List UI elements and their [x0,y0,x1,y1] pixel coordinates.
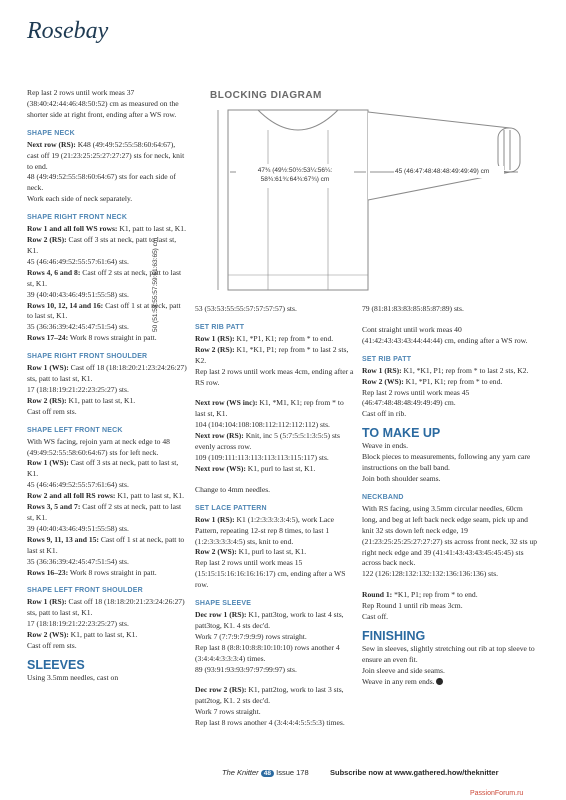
instruction-line: Row 2 (WS): K1, purl to last st, K1. [195,547,307,557]
instruction-line: Rep last 8 rows another 4 (3:4:4:4:5:5:5:3) times. [195,718,345,728]
instruction-line: 35 (36:36:39:42:45:47:51:54) sts. [27,322,129,332]
instruction-line: Cast off. [362,612,389,622]
instruction-line: Next row (WS): K1, purl to last st, K1. [195,463,316,473]
heading-set-rib-patt: SET RIB PATT [195,323,245,331]
instruction-line: Row 1 (RS): Cast off 18 (18:18:20:21:23:24:26:27) sts, patt to last st, K1. [27,597,185,618]
instruction-line: Rows 10, 12, 14 and 16: Cast off 1 st at neck, patt to last st, K1. [27,300,181,321]
width-label-1: 47¾ (49½:50½:53¼:56¼: [257,167,333,174]
width-label-2: 58¾:61¾:64¾:67¾) cm [260,176,330,183]
instruction-line: Rows 9, 11, 13 and 15: Cast off 1 st at neck, patt to last st K1. [27,534,185,555]
heading-finishing: FINISHING [362,628,426,643]
instruction-line: Rows 4, 6 and 8: Cast off 2 sts at neck, patt to last st, K1. [27,267,182,288]
instruction-line: Cont straight until work meas 40 (41:42:43:43:43:44:44:44) cm, ending after a WS row. [362,324,528,345]
instruction-line: 89 (93:91:93:93:97:97:99:97) sts. [195,664,297,674]
instruction-line: Cast off rem sts. [27,406,77,416]
instruction-line: Work each side of neck separately. [27,194,133,204]
instruction-line: Row 1 (RS): K1, *P1, K1; rep from * to end. [195,333,334,343]
instruction-line: Dec row 1 (RS): K1, patt3tog, work to last 4 sts, patt3tog, K1. 4 sts dec'd. [195,610,344,630]
watermark: PassionForum.ru [470,790,524,797]
instruction-line: Row 1 (RS): K1, *K1, P1; rep from * to last 2 sts, K2. [362,365,529,375]
instruction-line: Work 7 rows straight. [195,707,261,717]
instruction-line: Row 2 (RS): K1, *K1, P1; rep from * to last 2 sts, K2. [195,344,349,365]
instruction-line: Rows 17–24: Work 8 rows straight in patt. [27,333,157,343]
instruction-line: Row 1 (WS): Cast off 3 sts at neck, patt to last st, K1. [27,458,179,479]
instruction-line: 109 (109:111:113:113:113:113:115:117) sts. [195,452,329,462]
intro-text: Rep last 2 rows until work meas 37 (38:40:42:44:46:48:50:52) cm as measured on the shorter side at right front, ending after a WS row. [27,88,179,119]
instruction-line: Next row (RS): K48 (49:49:52:55:58:60:64:67), cast off 19 (21:23:25:25:27:27:27) sts for neck, knit to end. [27,139,185,171]
sleeve-length-label: 45 (46:47:48:48:48:49:49:49) cm [395,168,490,175]
heading-set-lace-pattern: SET LACE PATTERN [195,504,267,512]
column-3 [362,304,540,688]
heading-shape-right-front-shoulder: SHAPE RIGHT FRONT SHOULDER [27,353,148,361]
instruction-line: 122 (126:128:132:132:132:136:136:136) sts. [362,569,499,579]
instruction-line: 104 (104:104:108:108:112:112:112:112) sts. [195,420,330,430]
instruction-line: 79 (81:81:83:83:85:85:87:89) sts. [362,304,464,313]
instruction-line: Rep Round 1 until rib meas 3cm. [362,601,463,611]
instruction-line: Block pieces to measurements, following any yarn care instructions on the ball band. [362,452,531,473]
column-2 [195,304,355,729]
instruction-line: Weave in ends. [362,441,408,451]
instruction-line: Row 2 and all foll RS rows: K1, patt to last st, K1. [27,491,185,501]
sleeve-outline [368,112,520,200]
instruction-line: Row 2 (WS): K1, *P1, K1; rep from * to end. [362,376,503,386]
diagram-heading: BLOCKING DIAGRAM [210,90,322,101]
heading-shape-neck: SHAPE NECK [27,129,75,137]
instruction-line: 48 (49:49:52:55:58:60:64:67) sts for each side of neck. [27,172,176,193]
instruction-line: Next row (RS): Knit, inc 5 (5:7:5:5:1:3:5:5) sts evenly across row. [195,431,340,452]
instruction-line: Rep last 2 rows until work meas 4cm, ending after a RS row. [195,366,354,387]
instruction-line: Row 2 (WS): K1, patt to last st, K1. [27,630,138,640]
instruction-line: Cast off rem sts. [27,641,77,651]
instruction-line: Change to 4mm needles. [195,484,271,494]
instruction-line: 39 (40:40:43:46:49:51:55:58) sts. [27,289,129,299]
instruction-line: 17 (18:18:19:21:22:23:25:27) sts. [27,384,129,394]
instruction-line: 35 (36:36:39:42:45:47:51:54) sts. [27,556,129,566]
instruction-line: Rep last 2 rows until work meas 45 (46:47:48:48:48:49:49:49) cm. [362,387,470,408]
end-mark-icon [436,678,443,685]
instruction-line: Row 2 (RS): Cast off 3 sts at neck, patt to last st, K1. [27,235,177,255]
instruction-line: Rep last 2 rows until work meas 15 (15:15:15:16:16:16:16:17) cm, ending after a WS row. [195,558,346,590]
instruction-line: Work 7 (7:7:9:7:9:9:9) rows straight. [195,631,307,641]
instruction-line: Sew in sleeves, slightly stretching out rib at top sleeve to ensure an even fit. [362,643,535,664]
instruction-line: Row 1 (WS): Cast off 18 (18:18:20:21:23:24:26:27) sts, patt to last st, K1. [27,363,187,384]
pattern-title: Rosebay [27,18,109,44]
instruction-line: Next row (WS inc): K1, *M1, K1; rep from * to last st, K1. [195,398,344,419]
column-1 [27,88,187,684]
instruction-line: Round 1: *K1, P1; rep from * to end. [362,590,478,600]
footer [222,768,309,777]
instruction-line: Row 2 (RS): K1, patt to last st, K1. [27,395,136,405]
instruction-line: 39 (40:40:43:46:49:51:55:58) sts. [27,523,129,533]
instruction-line: Dec row 2 (RS): K1, patt2tog, work to last 3 sts, patt2tog, K1. 2 sts dec'd. [195,685,344,706]
width-label [240,166,350,184]
instruction-line: Rep last 8 (8:8:10:8:8:10:10:10) rows another 4 (3:4:4:4:3:3:3:4) times. [195,642,340,663]
heading-set-rib-patt-2: SET RIB PATT [362,355,412,363]
page-number-badge: 48 [261,770,274,777]
magazine-name: The Knitter [222,768,259,777]
subscribe-text: Subscribe now at www.gathered.how/theknitter [330,768,499,777]
instruction-line: 45 (46:46:49:52:55:57:61:64) sts. [27,256,129,266]
heading-neckband: NECKBAND [362,493,404,501]
instruction-line: Rows 16–23: Work 8 rows straight in patt. [27,567,157,577]
instruction-line: Using 3.5mm needles, cast on [27,672,119,682]
instruction-line: Row 1 (RS): K1 (1:2:3:3:3:3:4:5), work Lace Pattern, repeating 12-st rep 8 times, to last 1 (1:2:3:3:3:3:4:5) sts, knit to end. [195,514,334,546]
instruction-line: 53 (53:53:55:55:57:57:57:57) sts. [195,304,297,313]
instruction-line: Rows 3, 5 and 7: Cast off 2 sts at neck, patt to last st, K1. [27,502,182,522]
cuff-outline [498,128,520,172]
blocking-diagram [198,100,548,300]
instruction-line: With WS facing, rejoin yarn at neck edge to 48 (49:49:52:55:58:60:64:67) sts for left neck. [27,436,170,457]
instruction-line: With RS facing, using 3.5mm circular needles, 60cm long, and beg at left back neck edge seam, pick up and knit 32 sts down left neck edge, 19 (21:23:25:25:25:27:27:27) sts across front neck, 32 sts up right neck edge and 39 (41:41:43:43:43:45:45:45) sts across back neck. [362,503,538,568]
instruction-line: Join sleeve and side seams. [362,665,445,675]
height-label: 50 (51:53:55:57:59:61:63:65) cm [152,237,159,332]
heading-to-make-up: TO MAKE UP [362,426,441,441]
issue-number: Issue 178 [276,768,309,777]
instruction-line: Cast off in rib. [362,409,407,419]
heading-shape-sleeve: SHAPE SLEEVE [195,600,252,608]
heading-shape-right-front-neck: SHAPE RIGHT FRONT NECK [27,214,128,222]
body-outline [228,110,368,290]
heading-shape-left-front-shoulder: SHAPE LEFT FRONT SHOULDER [27,587,143,595]
instruction-line: Row 1 and all foll WS rows: K1, patt to last st, K1. [27,224,186,234]
heading-shape-left-front-neck: SHAPE LEFT FRONT NECK [27,426,123,434]
instruction-line: 45 (46:46:49:52:55:57:61:64) sts. [27,480,129,490]
heading-sleeves: SLEEVES [27,657,85,672]
instruction-line: Weave in any rem ends. [362,677,540,688]
instruction-line: Join both shoulder seams. [362,473,441,483]
instruction-line: 17 (18:18:19:21:22:23:25:27) sts. [27,619,129,629]
